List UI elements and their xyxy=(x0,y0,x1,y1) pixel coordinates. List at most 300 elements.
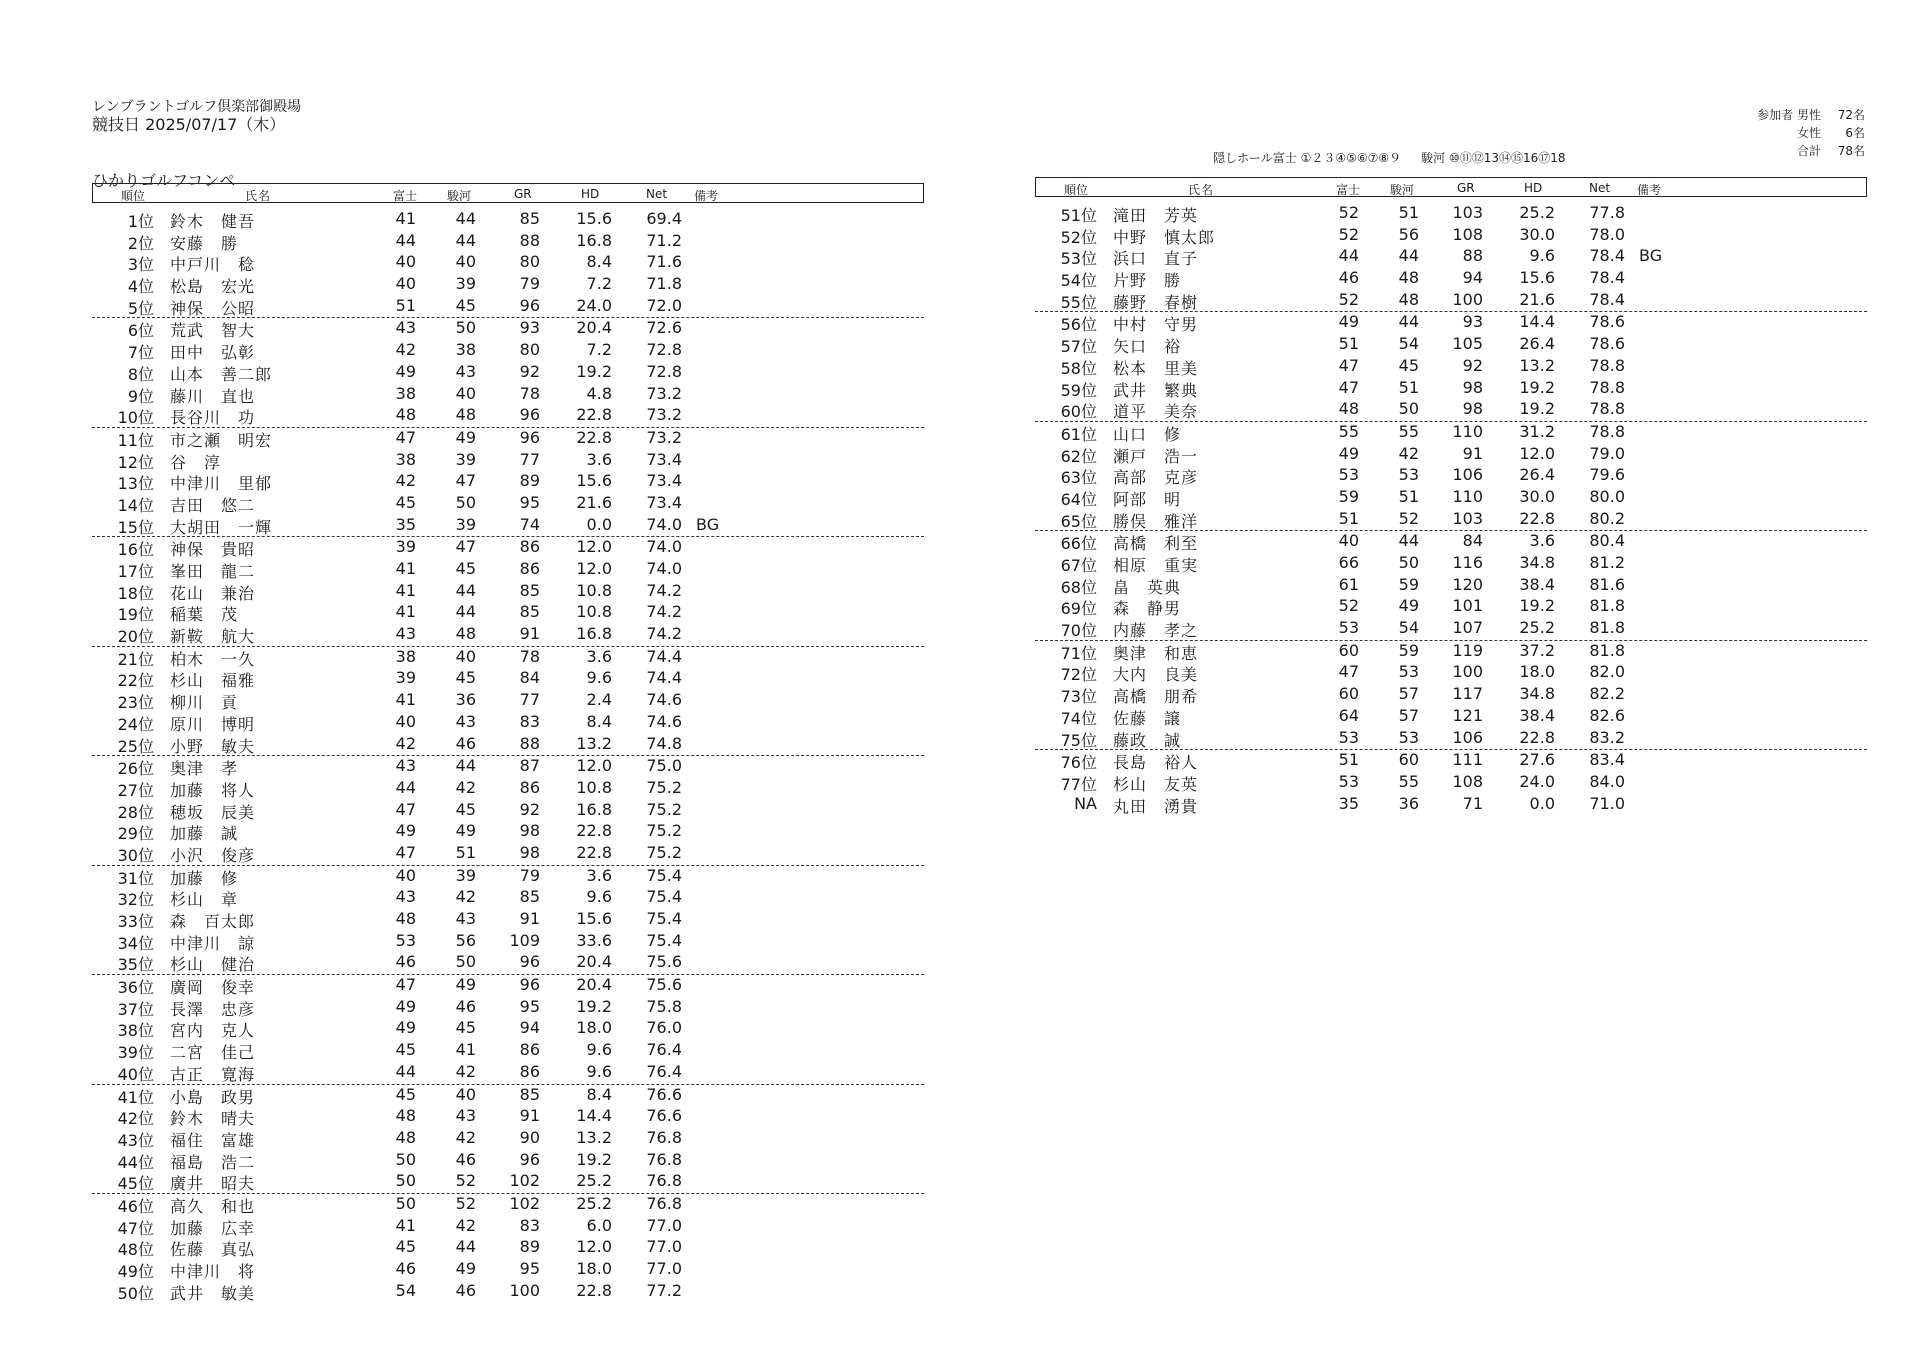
table-row xyxy=(1035,531,1867,553)
rank-cell: 74位 xyxy=(1060,708,1097,728)
name-cell: 鈴木 晴夫 xyxy=(170,1109,256,1129)
handicap-cell: 12.0 xyxy=(576,756,612,776)
rank-cell: 63位 xyxy=(1060,468,1097,488)
fuji-score-cell: 49 xyxy=(395,821,416,841)
gross-score-cell: 86 xyxy=(519,1061,540,1081)
rank-cell: 60位 xyxy=(1060,402,1097,422)
table-row xyxy=(92,559,924,581)
rank-cell: 40位 xyxy=(117,1064,154,1084)
male-count-row xyxy=(1735,106,1865,124)
rank-cell: 39位 xyxy=(117,1043,154,1063)
handicap-cell: 22.8 xyxy=(576,821,612,841)
gross-score-cell: 94 xyxy=(519,1018,540,1038)
suruga-score-cell: 42 xyxy=(1398,443,1419,463)
name-cell: 森 静男 xyxy=(1113,599,1182,619)
fuji-score-cell: 39 xyxy=(395,668,416,688)
handicap-cell: 15.6 xyxy=(576,471,612,491)
name-cell: 加藤 修 xyxy=(170,868,239,888)
name-cell: 田中 弘彰 xyxy=(170,343,256,363)
rank-cell: 42位 xyxy=(117,1109,154,1129)
rank-cell: 64位 xyxy=(1060,489,1097,509)
fuji-score-cell: 42 xyxy=(395,733,416,753)
suruga-score-cell: 49 xyxy=(455,821,476,841)
handicap-cell: 7.2 xyxy=(586,340,612,360)
net-score-cell: 74.0 xyxy=(646,559,682,578)
suruga-score-cell: 40 xyxy=(455,383,476,403)
fuji-score-cell: 51 xyxy=(1338,508,1359,528)
name-cell: 宮内 克人 xyxy=(170,1021,256,1041)
rank-cell: 26位 xyxy=(117,759,154,779)
handicap-cell: 22.8 xyxy=(1519,508,1555,528)
net-score-cell: 81.8 xyxy=(1589,640,1625,660)
handicap-cell: 12.0 xyxy=(576,559,612,578)
net-score-cell: 76.8 xyxy=(646,1193,682,1213)
suruga-score-cell: 46 xyxy=(455,1149,476,1169)
rank-cell: 27位 xyxy=(117,780,154,800)
name-cell: 畠 英典 xyxy=(1113,577,1182,597)
handicap-cell: 20.4 xyxy=(576,952,612,972)
table-row xyxy=(92,690,924,712)
name-cell: 藤野 春樹 xyxy=(1113,292,1199,312)
rank-cell: 70位 xyxy=(1060,621,1097,641)
suruga-score-cell: 46 xyxy=(455,733,476,753)
suruga-score-cell: 45 xyxy=(455,799,476,819)
handicap-cell: 22.8 xyxy=(576,842,612,862)
fuji-score-cell: 48 xyxy=(395,1106,416,1126)
fuji-score-cell: 50 xyxy=(395,1193,416,1213)
table-row xyxy=(92,1040,924,1062)
handicap-cell: 19.2 xyxy=(576,996,612,1016)
net-score-cell: 78.4 xyxy=(1589,289,1625,309)
handicap-cell: 26.4 xyxy=(1519,465,1555,485)
table-row xyxy=(92,756,924,778)
fuji-score-cell: 40 xyxy=(395,252,416,272)
fuji-score-cell: 47 xyxy=(395,799,416,819)
fuji-score-cell: 44 xyxy=(395,777,416,797)
fuji-score-cell: 49 xyxy=(1338,312,1359,332)
name-cell: 新鞍 航大 xyxy=(170,627,256,647)
gross-score-cell: 89 xyxy=(519,471,540,491)
rank-cell: 28位 xyxy=(117,802,154,822)
net-score-cell: 71.6 xyxy=(646,252,682,272)
net-score-cell: 75.2 xyxy=(646,777,682,797)
table-row xyxy=(1035,203,1867,225)
gross-score-cell: 78 xyxy=(519,646,540,666)
gross-score-cell: 74 xyxy=(519,514,540,534)
handicap-cell: 22.8 xyxy=(576,405,612,425)
rank-cell: 66位 xyxy=(1060,534,1097,554)
fuji-score-cell: 52 xyxy=(1338,224,1359,244)
competition-name: ひかりゴルフコンペ xyxy=(92,171,236,190)
gross-score-cell: 88 xyxy=(519,733,540,753)
gross-score-cell: 117 xyxy=(1452,684,1483,704)
rank-cell: 73位 xyxy=(1060,687,1097,707)
header-note: 備考 xyxy=(694,189,719,203)
net-score-cell: 74.4 xyxy=(646,646,682,666)
fuji-score-cell: 47 xyxy=(1338,355,1359,375)
handicap-cell: 9.6 xyxy=(586,668,612,688)
rank-cell: 61位 xyxy=(1060,424,1097,444)
handicap-cell: 34.8 xyxy=(1519,684,1555,704)
header-rank: 順位 xyxy=(1064,183,1089,197)
note-cell: BG xyxy=(1639,246,1663,266)
table-row xyxy=(1035,706,1867,728)
fuji-score-cell: 43 xyxy=(395,624,416,644)
net-score-cell: 74.8 xyxy=(646,733,682,753)
rank-cell: 48位 xyxy=(117,1240,154,1260)
gross-score-cell: 89 xyxy=(519,1237,540,1257)
table-row xyxy=(1035,618,1867,641)
handicap-cell: 3.6 xyxy=(586,449,612,469)
suruga-score-cell: 49 xyxy=(455,975,476,995)
fuji-score-cell: 48 xyxy=(395,405,416,425)
suruga-score-cell: 54 xyxy=(1398,334,1419,354)
net-score-cell: 74.2 xyxy=(646,602,682,622)
net-score-cell: 76.8 xyxy=(646,1127,682,1147)
rank-cell: 32位 xyxy=(117,890,154,910)
gross-score-cell: 77 xyxy=(519,690,540,710)
suruga-score-cell: 56 xyxy=(1398,224,1419,244)
table-row xyxy=(1035,356,1867,378)
gross-score-cell: 85 xyxy=(519,209,540,228)
handicap-cell: 19.2 xyxy=(576,1149,612,1169)
fuji-score-cell: 40 xyxy=(395,274,416,294)
fuji-score-cell: 45 xyxy=(395,1237,416,1257)
net-score-cell: 75.2 xyxy=(646,821,682,841)
fuji-score-cell: 38 xyxy=(395,383,416,403)
fuji-score-cell: 49 xyxy=(395,996,416,1016)
suruga-score-cell: 52 xyxy=(455,1171,476,1191)
name-cell: 阿部 明 xyxy=(1113,489,1182,509)
net-score-cell: 74.4 xyxy=(646,668,682,688)
handicap-cell: 19.2 xyxy=(1519,377,1555,397)
name-cell: 勝俣 雅洋 xyxy=(1113,511,1199,531)
handicap-cell: 12.0 xyxy=(1519,443,1555,463)
gross-score-cell: 111 xyxy=(1452,750,1483,770)
fuji-score-cell: 61 xyxy=(1338,574,1359,594)
name-cell: 松本 里美 xyxy=(1113,358,1199,378)
gross-score-cell: 98 xyxy=(1462,399,1483,419)
rank-cell: 38位 xyxy=(117,1021,154,1041)
name-cell: 杉山 福雅 xyxy=(170,671,256,691)
fuji-score-cell: 35 xyxy=(1338,793,1359,813)
gross-score-cell: 116 xyxy=(1452,553,1483,572)
table-row xyxy=(92,1171,924,1194)
rank-cell: 35位 xyxy=(117,955,154,975)
net-score-cell: 79.0 xyxy=(1589,443,1625,463)
table-row xyxy=(1035,422,1867,444)
header-suruga: 駿河 xyxy=(1390,183,1415,197)
header-hd: HD xyxy=(1524,181,1543,195)
suruga-score-cell: 39 xyxy=(455,449,476,469)
net-score-cell: 71.2 xyxy=(646,230,682,250)
table-row xyxy=(1035,596,1867,618)
net-score-cell: 80.4 xyxy=(1589,531,1625,551)
net-score-cell: 78.6 xyxy=(1589,334,1625,354)
name-cell: 中村 守男 xyxy=(1113,315,1199,335)
fuji-score-cell: 38 xyxy=(395,449,416,469)
rank-cell: 37位 xyxy=(117,999,154,1019)
name-cell: 稲葉 茂 xyxy=(170,605,239,625)
net-score-cell: 76.4 xyxy=(646,1061,682,1081)
table-row xyxy=(92,384,924,406)
rank-cell: 56位 xyxy=(1060,315,1097,335)
table-row xyxy=(92,624,924,647)
net-score-cell: 75.6 xyxy=(646,975,682,995)
participant-counts xyxy=(1735,106,1865,160)
handicap-cell: 8.4 xyxy=(586,252,612,272)
header-net: Net xyxy=(646,187,668,201)
table-row xyxy=(92,231,924,253)
net-score-cell: 73.4 xyxy=(646,471,682,491)
rank-cell: 22位 xyxy=(117,671,154,691)
suruga-score-cell: 45 xyxy=(1398,355,1419,375)
rank-cell: 8位 xyxy=(127,364,154,384)
header-fuji: 富士 xyxy=(1336,183,1361,197)
net-score-cell: 71.8 xyxy=(646,274,682,294)
table-row xyxy=(1035,509,1867,532)
rank-cell: 54位 xyxy=(1060,271,1097,291)
handicap-cell: 3.6 xyxy=(586,865,612,885)
name-cell: 柏木 一久 xyxy=(170,649,256,669)
net-score-cell: 75.0 xyxy=(646,756,682,776)
table-row xyxy=(1035,772,1867,794)
handicap-cell: 8.4 xyxy=(586,711,612,731)
suruga-score-cell: 52 xyxy=(1398,508,1419,528)
name-cell: 二宮 佳己 xyxy=(170,1043,256,1063)
gross-score-cell: 87 xyxy=(519,756,540,776)
suruga-score-cell: 42 xyxy=(455,777,476,797)
name-cell: 奥津 孝 xyxy=(170,759,239,779)
suruga-score-cell: 50 xyxy=(455,492,476,512)
table-row xyxy=(92,975,924,997)
suruga-score-cell: 59 xyxy=(1398,640,1419,660)
name-cell: 小沢 俊彦 xyxy=(170,845,256,865)
fuji-score-cell: 52 xyxy=(1338,203,1359,222)
suruga-score-cell: 47 xyxy=(455,471,476,491)
table-row xyxy=(1035,246,1867,268)
table-row xyxy=(92,493,924,515)
suruga-score-cell: 54 xyxy=(1398,618,1419,638)
net-score-cell: 74.0 xyxy=(646,537,682,557)
gross-score-cell: 86 xyxy=(519,537,540,557)
table-row xyxy=(92,1085,924,1107)
table-row xyxy=(1035,794,1867,816)
fuji-score-cell: 48 xyxy=(1338,399,1359,419)
net-score-cell: 72.6 xyxy=(646,318,682,338)
gross-score-cell: 86 xyxy=(519,559,540,578)
table-body-right xyxy=(1035,203,1867,815)
handicap-cell: 0.0 xyxy=(1529,793,1555,813)
handicap-cell: 26.4 xyxy=(1519,334,1555,354)
name-cell: 神保 公昭 xyxy=(170,298,256,318)
fuji-score-cell: 41 xyxy=(395,580,416,600)
table-row xyxy=(92,602,924,624)
table-row xyxy=(92,931,924,953)
fuji-score-cell: 39 xyxy=(395,537,416,557)
table-row xyxy=(92,1259,924,1281)
results-table-right xyxy=(1035,177,1867,815)
name-cell: 滝田 芳英 xyxy=(1113,206,1199,225)
gross-score-cell: 109 xyxy=(509,930,540,950)
fuji-score-cell: 38 xyxy=(395,646,416,666)
fuji-score-cell: 51 xyxy=(395,295,416,315)
name-cell: 片野 勝 xyxy=(1113,271,1182,291)
table-row xyxy=(92,1150,924,1172)
table-row xyxy=(1035,225,1867,247)
gross-score-cell: 91 xyxy=(519,1106,540,1126)
fuji-score-cell: 44 xyxy=(395,1061,416,1081)
net-score-cell: 77.0 xyxy=(646,1259,682,1278)
fuji-score-cell: 47 xyxy=(395,975,416,995)
table-row xyxy=(92,428,924,450)
suruga-score-cell: 49 xyxy=(455,1259,476,1278)
net-score-cell: 75.4 xyxy=(646,930,682,950)
fuji-score-cell: 64 xyxy=(1338,705,1359,725)
name-cell: 福島 浩二 xyxy=(170,1152,256,1172)
gross-score-cell: 91 xyxy=(519,624,540,644)
handicap-cell: 25.2 xyxy=(576,1193,612,1213)
handicap-cell: 13.2 xyxy=(576,1127,612,1147)
suruga-score-cell: 57 xyxy=(1398,684,1419,704)
suruga-score-cell: 45 xyxy=(455,559,476,578)
net-score-cell: 78.0 xyxy=(1589,224,1625,244)
net-score-cell: 76.8 xyxy=(646,1149,682,1169)
handicap-cell: 16.8 xyxy=(576,624,612,644)
fuji-score-cell: 42 xyxy=(395,471,416,491)
table-row xyxy=(92,668,924,690)
table-row xyxy=(1035,684,1867,706)
fuji-score-cell: 50 xyxy=(395,1171,416,1191)
handicap-cell: 22.8 xyxy=(1519,727,1555,747)
gross-score-cell: 105 xyxy=(1452,334,1483,354)
fuji-score-cell: 43 xyxy=(395,318,416,338)
net-score-cell: 77.0 xyxy=(646,1237,682,1257)
handicap-cell: 20.4 xyxy=(576,975,612,995)
table-row xyxy=(92,274,924,296)
fuji-score-cell: 60 xyxy=(1338,684,1359,704)
rank-cell: 13位 xyxy=(117,474,154,494)
name-cell: 杉山 章 xyxy=(170,890,239,910)
fuji-score-cell: 49 xyxy=(395,1018,416,1038)
suruga-score-cell: 56 xyxy=(455,930,476,950)
net-score-cell: 71.0 xyxy=(1589,793,1625,813)
rank-cell: 49位 xyxy=(117,1262,154,1281)
fuji-score-cell: 44 xyxy=(395,230,416,250)
net-score-cell: 75.4 xyxy=(646,909,682,928)
suruga-score-cell: 44 xyxy=(455,602,476,622)
suruga-score-cell: 51 xyxy=(1398,486,1419,506)
name-cell: 加藤 将人 xyxy=(170,780,256,800)
rank-cell: 23位 xyxy=(117,693,154,713)
net-score-cell: 73.2 xyxy=(646,427,682,447)
gross-score-cell: 98 xyxy=(519,842,540,862)
net-score-cell: 69.4 xyxy=(646,209,682,228)
net-score-cell: 75.6 xyxy=(646,952,682,972)
rank-cell: 36位 xyxy=(117,978,154,998)
net-score-cell: 74.6 xyxy=(646,711,682,731)
fuji-score-cell: 40 xyxy=(1338,531,1359,551)
handicap-cell: 10.8 xyxy=(576,580,612,600)
net-score-cell: 80.2 xyxy=(1589,508,1625,528)
gross-score-cell: 90 xyxy=(519,1127,540,1147)
net-score-cell: 73.4 xyxy=(646,492,682,512)
net-score-cell: 73.4 xyxy=(646,449,682,469)
suruga-score-cell: 42 xyxy=(455,887,476,907)
table-row xyxy=(92,952,924,975)
table-row xyxy=(92,712,924,734)
net-score-cell: 74.0 xyxy=(646,514,682,534)
header-rank: 順位 xyxy=(121,189,146,203)
rank-cell: 69位 xyxy=(1060,599,1097,619)
gross-score-cell: 96 xyxy=(519,427,540,447)
rank-cell: 14位 xyxy=(117,495,154,515)
suruga-score-cell: 40 xyxy=(455,646,476,666)
rank-cell: 30位 xyxy=(117,845,154,865)
name-cell: 松島 宏光 xyxy=(170,277,256,297)
name-cell: 柳川 貢 xyxy=(170,693,239,713)
male-label: 参加者 男性 xyxy=(1757,108,1821,122)
fuji-score-cell: 49 xyxy=(395,361,416,381)
suruga-score-cell: 45 xyxy=(455,295,476,315)
net-score-cell: 78.8 xyxy=(1589,355,1625,375)
fuji-score-cell: 45 xyxy=(395,1084,416,1104)
suruga-score-cell: 44 xyxy=(1398,531,1419,551)
name-cell: 内藤 孝之 xyxy=(1113,621,1199,641)
name-cell: 山口 修 xyxy=(1113,424,1182,444)
table-row xyxy=(1035,575,1867,597)
table-header xyxy=(92,183,924,203)
gross-score-cell: 91 xyxy=(1462,443,1483,463)
gross-score-cell: 84 xyxy=(1462,531,1483,551)
rank-cell: 17位 xyxy=(117,562,154,581)
suruga-score-cell: 41 xyxy=(455,1040,476,1060)
table-row xyxy=(92,537,924,559)
handicap-cell: 19.2 xyxy=(1519,399,1555,419)
table-row xyxy=(92,800,924,822)
handicap-cell: 13.2 xyxy=(1519,355,1555,375)
gross-score-cell: 92 xyxy=(519,799,540,819)
total-value: 78名 xyxy=(1837,144,1865,158)
table-header xyxy=(1035,177,1867,197)
fuji-score-cell: 47 xyxy=(1338,662,1359,682)
suruga-score-cell: 47 xyxy=(455,537,476,557)
rank-cell: 3位 xyxy=(127,255,154,275)
handicap-cell: 3.6 xyxy=(586,646,612,666)
gross-score-cell: 95 xyxy=(519,1259,540,1278)
gross-score-cell: 94 xyxy=(1462,268,1483,288)
handicap-cell: 15.6 xyxy=(576,209,612,228)
table-row xyxy=(92,647,924,669)
handicap-cell: 16.8 xyxy=(576,230,612,250)
name-cell: 相原 重実 xyxy=(1113,556,1199,575)
total-label: 合計 xyxy=(1796,144,1821,158)
gross-score-cell: 96 xyxy=(519,405,540,425)
handicap-cell: 4.8 xyxy=(586,383,612,403)
handicap-cell: 3.6 xyxy=(1529,531,1555,551)
fuji-score-cell: 47 xyxy=(395,427,416,447)
name-cell: 長島 裕人 xyxy=(1113,753,1199,773)
gross-score-cell: 108 xyxy=(1452,771,1483,791)
net-score-cell: 76.4 xyxy=(646,1040,682,1060)
header-gr: GR xyxy=(514,187,532,201)
rank-cell: 75位 xyxy=(1060,730,1097,750)
fuji-score-cell: 46 xyxy=(395,952,416,972)
gross-score-cell: 91 xyxy=(519,909,540,928)
gross-score-cell: 80 xyxy=(519,252,540,272)
suruga-score-cell: 51 xyxy=(455,842,476,862)
suruga-score-cell: 51 xyxy=(1398,203,1419,222)
